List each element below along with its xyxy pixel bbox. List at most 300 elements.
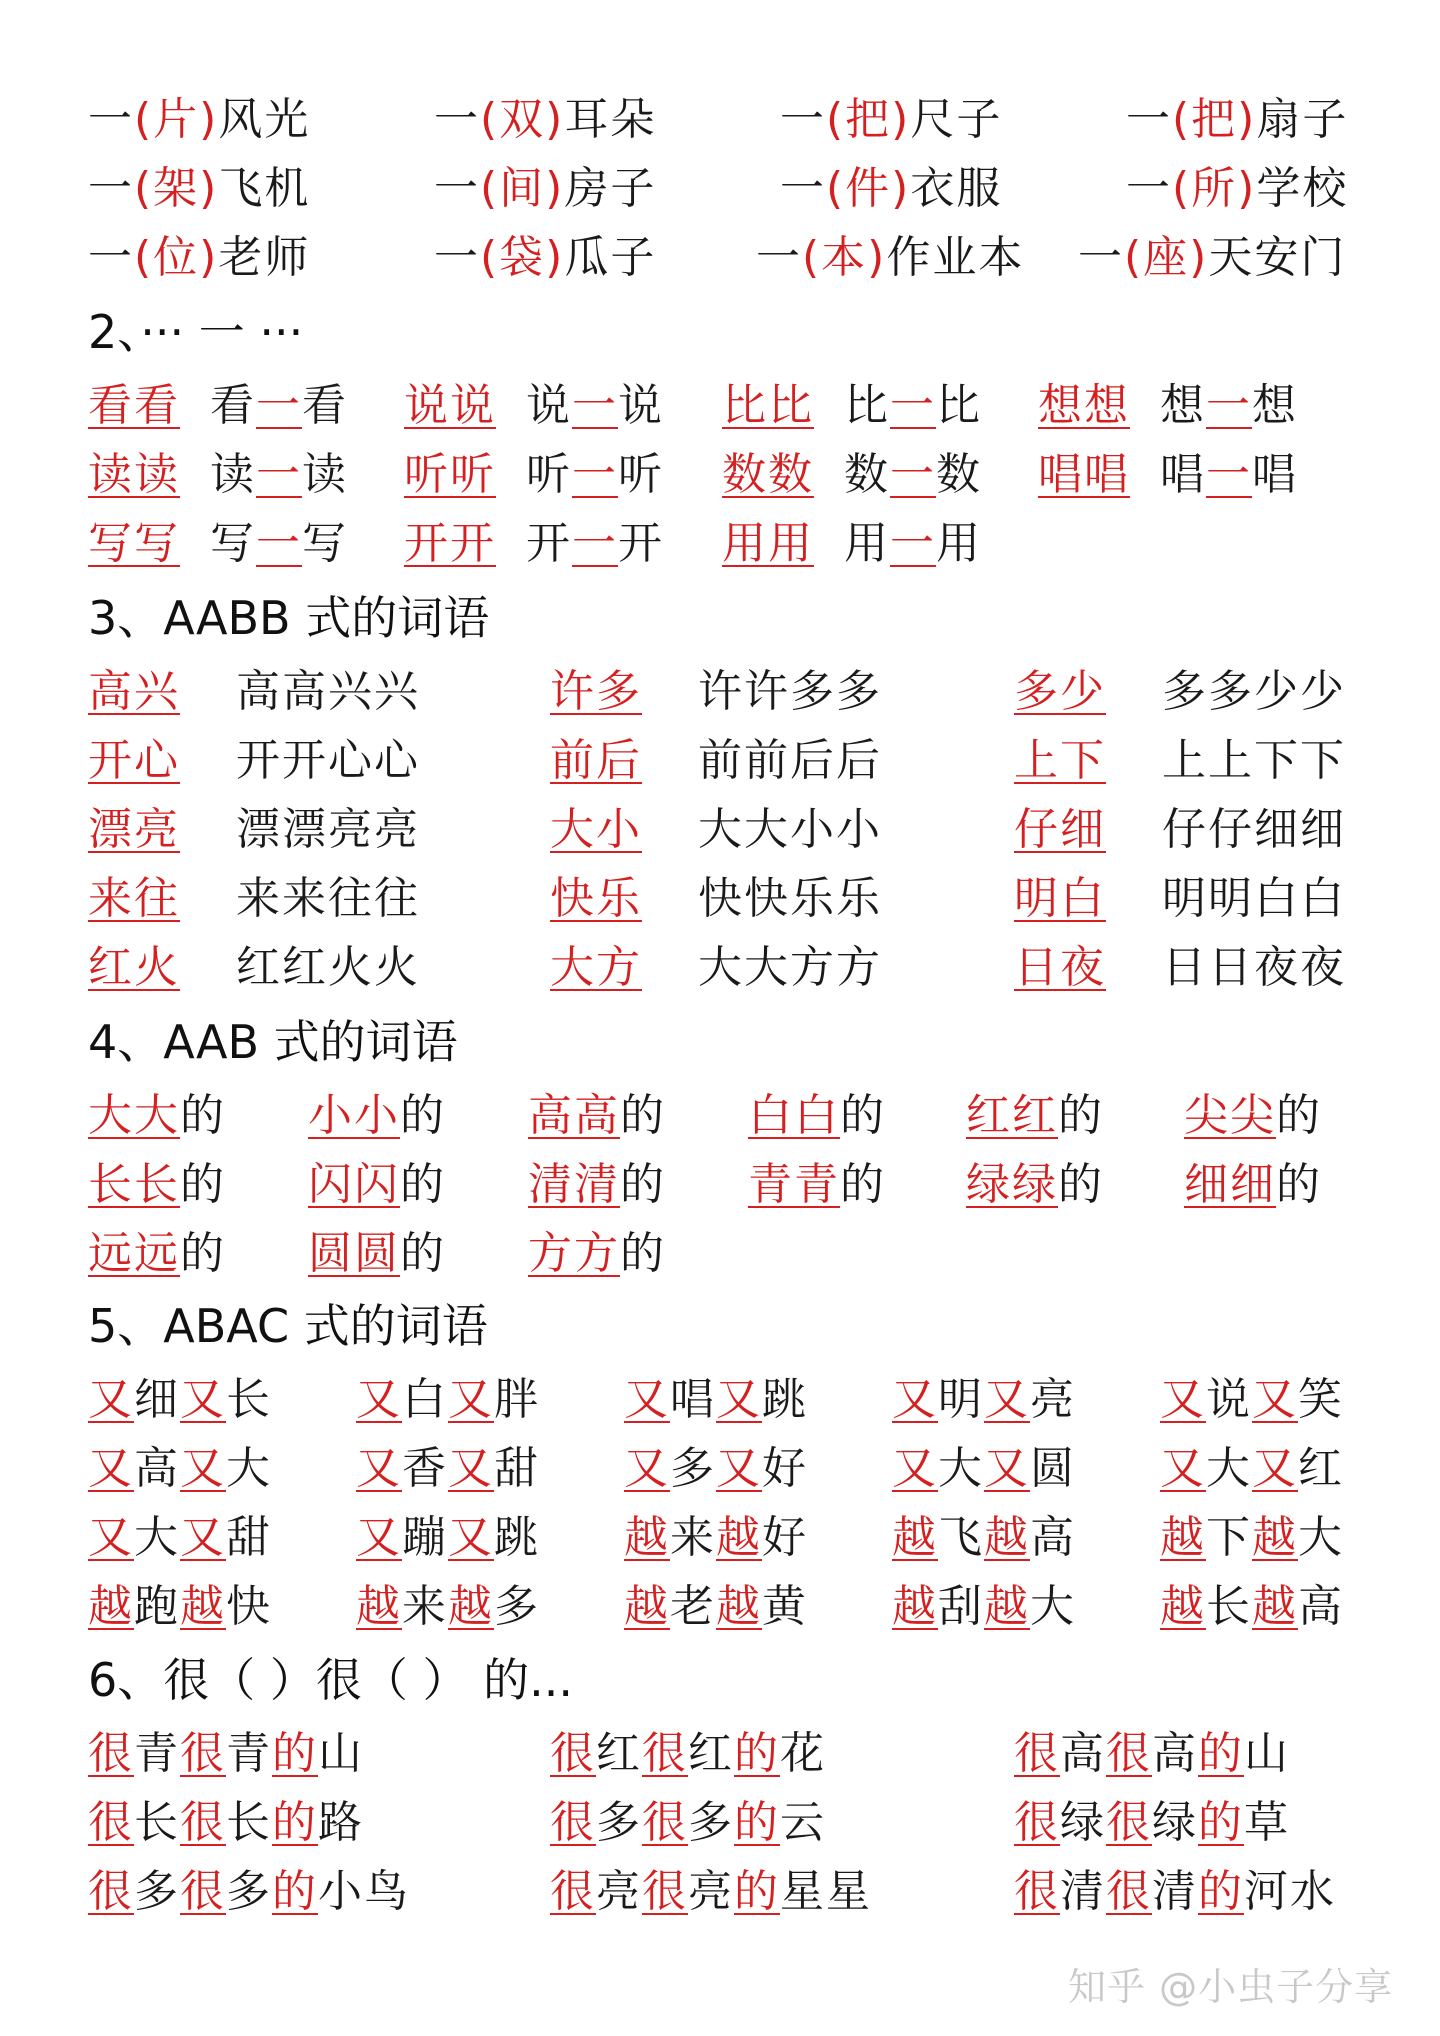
word-cell [356,1510,540,1566]
word-cell [1162,871,1346,927]
word-cell [88,447,180,503]
word-cell [88,733,180,789]
word-cell [236,733,420,789]
answer-text: 又 [180,1512,226,1563]
prompt-text: 数 [936,449,982,500]
answer-text: 听听 [404,449,496,500]
answer-text: (位) [134,232,219,283]
word-cell [550,802,642,858]
prompt-text: 说 [618,380,664,431]
phrase-cell [88,161,310,217]
answer-text: 越 [1160,1581,1206,1632]
prompt-text: 香 [402,1443,448,1494]
prompt-text: 草 [1244,1797,1290,1848]
answer-text: 快乐 [550,873,642,924]
prompt-text: 多 [688,1797,734,1848]
phrase-cell [88,1795,364,1851]
prompt-text: 学校 [1256,163,1349,214]
word-cell [210,378,348,434]
word-cell [526,378,664,434]
answer-text: 越 [448,1581,494,1632]
answer-text: 很 [550,1866,596,1917]
prompt-text: 大 [226,1443,272,1494]
prompt-text: 大 [938,1443,984,1494]
answer-text: 很 [1014,1728,1060,1779]
answer-text: 越 [624,1581,670,1632]
answer-text: 又 [624,1374,670,1425]
answer-text: 一 [890,380,936,431]
prompt-text: 甜 [494,1443,540,1494]
answer-text: 圆圆 [308,1228,400,1279]
answer-text: 很 [180,1866,226,1917]
word-cell [404,447,496,503]
prompt-text: 比 [936,380,982,431]
prompt-text: 来 [670,1512,716,1563]
prompt-text: 一 [434,163,480,214]
phrase-cell [1126,92,1348,148]
prompt-text: 圆 [1030,1443,1076,1494]
prompt-text: 用 [936,518,982,569]
prompt-text: 红 [688,1728,734,1779]
prompt-text: 风光 [218,94,311,145]
word-cell [88,1157,226,1213]
prompt-text: 想 [1252,380,1298,431]
word-cell [236,871,420,927]
word-cell [1162,940,1346,996]
word-cell [356,1579,540,1635]
prompt-text: 下 [1206,1512,1252,1563]
prompt-text: 的 [840,1159,886,1210]
answer-text: 明白 [1014,873,1106,924]
prompt-text: 长 [134,1797,180,1848]
phrase-cell [1014,1864,1336,1920]
prompt-text: 绿 [1060,1797,1106,1848]
prompt-text: 用 [844,518,890,569]
word-cell [528,1088,666,1144]
answer-text: 很 [550,1797,596,1848]
answer-text: 又 [1160,1374,1206,1425]
answer-text: (袋) [480,232,565,283]
prompt-text: 明明白白 [1162,873,1346,924]
answer-text: 又 [1252,1374,1298,1425]
answer-text: (架) [134,163,219,214]
prompt-text: 高 [1060,1728,1106,1779]
prompt-text: 尺子 [910,94,1003,145]
answer-text: 又 [356,1374,402,1425]
answer-text: 远远 [88,1228,180,1279]
answer-text: 细细 [1184,1159,1276,1210]
word-cell [748,1157,886,1213]
answer-text: 多少 [1014,666,1106,717]
prompt-text: 清 [1060,1866,1106,1917]
answer-text: 又 [1252,1443,1298,1494]
word-cell [88,802,180,858]
phrase-cell [550,1864,872,1920]
word-cell [698,802,882,858]
prompt-text: 多 [670,1443,716,1494]
answer-text: 很 [642,1797,688,1848]
prompt-text: 开 [526,518,572,569]
prompt-text: 青 [134,1728,180,1779]
answer-text: 又 [448,1443,494,1494]
prompt-text: 老师 [218,232,311,283]
word-cell [1162,802,1346,858]
prompt-text: 细 [134,1374,180,1425]
prompt-text: 青 [226,1728,272,1779]
answer-text: 很 [1014,1797,1060,1848]
answer-text: 一 [890,449,936,500]
phrase-cell [434,161,656,217]
word-cell [308,1157,446,1213]
prompt-text: 瓜子 [564,232,657,283]
watermark-text: 知乎 @小虫子分享 [1068,1965,1394,2009]
phrase-cell [1014,1795,1290,1851]
answer-text: 越 [1252,1581,1298,1632]
prompt-text: 红 [1298,1443,1344,1494]
prompt-text: 亮 [688,1866,734,1917]
answer-text: 数数 [722,449,814,500]
answer-text: 的 [272,1797,318,1848]
answer-text: 又 [448,1512,494,1563]
word-cell [528,1157,666,1213]
prompt-text: 天安门 [1208,232,1347,283]
prompt-text: 一 [88,163,134,214]
word-cell [1160,1372,1344,1428]
prompt-text: 大 [134,1512,180,1563]
prompt-text: 说 [526,380,572,431]
word-cell [1014,802,1106,858]
word-cell [526,516,664,572]
word-cell [550,871,642,927]
answer-text: 许多 [550,666,642,717]
answer-text: (座) [1124,232,1209,283]
answer-text: 又 [88,1512,134,1563]
word-cell [966,1157,1104,1213]
answer-text: (把) [1172,94,1257,145]
word-cell [1162,733,1346,789]
answer-text: 越 [716,1581,762,1632]
word-cell [236,940,420,996]
phrase-cell [550,1795,826,1851]
word-cell [698,871,882,927]
word-cell [210,516,348,572]
prompt-text: 红红火火 [236,942,420,993]
answer-text: 很 [1106,1866,1152,1917]
phrase-cell [780,92,1002,148]
word-cell [88,1510,272,1566]
prompt-text: 大 [1298,1512,1344,1563]
answer-text: 又 [892,1374,938,1425]
prompt-text: 胖 [494,1374,540,1425]
prompt-text: 山 [318,1728,364,1779]
answer-text: 用用 [722,518,814,569]
prompt-text: 高 [1030,1512,1076,1563]
prompt-text: 路 [318,1797,364,1848]
word-cell [88,664,180,720]
prompt-text: 亮 [596,1866,642,1917]
prompt-text: 多多少少 [1162,666,1346,717]
prompt-text: 的 [840,1090,886,1141]
prompt-text: 唱 [1160,449,1206,500]
prompt-text: 甜 [226,1512,272,1563]
word-cell [404,378,496,434]
prompt-text: 的 [620,1159,666,1210]
answer-text: 很 [1106,1797,1152,1848]
prompt-text: 跳 [762,1374,808,1425]
phrase-cell [88,230,310,286]
section-heading-3: 3、AABB 式的词语 [88,591,490,645]
phrase-cell [550,1726,826,1782]
answer-text: 一 [256,518,302,569]
word-cell [1014,664,1106,720]
prompt-text: 读 [210,449,256,500]
answer-text: (所) [1172,163,1257,214]
word-cell [1160,378,1298,434]
answer-text: 越 [892,1581,938,1632]
prompt-text: 大 [1206,1443,1252,1494]
answer-text: 小小 [308,1090,400,1141]
prompt-text: 大 [1030,1581,1076,1632]
answer-text: 越 [984,1581,1030,1632]
phrase-cell [88,1864,410,1920]
word-cell [550,940,642,996]
word-cell [698,733,882,789]
prompt-text: 红 [596,1728,642,1779]
answer-text: 清清 [528,1159,620,1210]
word-cell [88,1226,226,1282]
word-cell [1160,447,1298,503]
word-cell [624,1372,808,1428]
prompt-text: 明 [938,1374,984,1425]
answer-text: 的 [1198,1728,1244,1779]
word-cell [1014,871,1106,927]
prompt-text: 一 [434,94,480,145]
answer-text: 比比 [722,380,814,431]
phrase-cell [434,92,656,148]
phrase-cell [88,92,310,148]
prompt-text: 大大方方 [698,942,882,993]
answer-text: 又 [984,1443,1030,1494]
answer-text: (间) [480,163,565,214]
prompt-text: 河水 [1244,1866,1336,1917]
prompt-text: 许许多多 [698,666,882,717]
answer-text: 红火 [88,942,180,993]
prompt-text: 的 [1058,1159,1104,1210]
prompt-text: 的 [1058,1090,1104,1141]
prompt-text: 比 [844,380,890,431]
prompt-text: 高 [1298,1581,1344,1632]
answer-text: 很 [88,1866,134,1917]
phrase-cell [780,161,1002,217]
prompt-text: 一 [88,232,134,283]
answer-text: 红红 [966,1090,1058,1141]
prompt-text: 的 [1276,1159,1322,1210]
answer-text: 读读 [88,449,180,500]
answer-text: 一 [1206,449,1252,500]
prompt-text: 飞 [938,1512,984,1563]
word-cell [1160,1579,1344,1635]
word-cell [698,940,882,996]
word-cell [404,516,496,572]
answer-text: 又 [624,1443,670,1494]
phrase-cell [1014,1726,1290,1782]
answer-text: 上下 [1014,735,1106,786]
prompt-text: 开 [618,518,664,569]
answer-text: 一 [572,518,618,569]
phrase-cell [88,1726,364,1782]
answer-text: 又 [356,1512,402,1563]
answer-text: 很 [1014,1866,1060,1917]
answer-text: 又 [892,1443,938,1494]
answer-text: 方方 [528,1228,620,1279]
prompt-text: 的 [620,1090,666,1141]
answer-text: 开开 [404,518,496,569]
prompt-text: 的 [180,1159,226,1210]
answer-text: 的 [272,1728,318,1779]
answer-text: 青青 [748,1159,840,1210]
section-heading-4: 4、AAB 式的词语 [88,1015,458,1069]
prompt-text: 一 [434,232,480,283]
answer-text: 的 [734,1797,780,1848]
prompt-text: 写 [302,518,348,569]
prompt-text: 读 [302,449,348,500]
word-cell [88,1441,272,1497]
prompt-text: 老 [670,1581,716,1632]
answer-text: 唱唱 [1038,449,1130,500]
word-cell [88,1088,226,1144]
prompt-text: 看 [210,380,256,431]
prompt-text: 多 [494,1581,540,1632]
word-cell [88,378,180,434]
word-cell [1160,1510,1344,1566]
prompt-text: 耳朵 [564,94,657,145]
prompt-text: 飞机 [218,163,311,214]
prompt-text: 衣服 [910,163,1003,214]
word-cell [1038,378,1130,434]
answer-text: (本) [802,232,887,283]
answer-text: 很 [180,1797,226,1848]
prompt-text: 一 [1126,163,1172,214]
prompt-text: 想 [1160,380,1206,431]
prompt-text: 扇子 [1256,94,1349,145]
answer-text: 一 [572,449,618,500]
prompt-text: 快快乐乐 [698,873,882,924]
prompt-text: 好 [762,1443,808,1494]
answer-text: 白白 [748,1090,840,1141]
prompt-text: 唱 [670,1374,716,1425]
word-cell [1184,1088,1322,1144]
prompt-text: 一 [756,232,802,283]
word-cell [624,1441,808,1497]
word-cell [236,802,420,858]
prompt-text: 山 [1244,1728,1290,1779]
word-cell [308,1088,446,1144]
prompt-text: 刮 [938,1581,984,1632]
word-cell [844,447,982,503]
word-cell [892,1441,1076,1497]
answer-text: 长长 [88,1159,180,1210]
word-cell [1184,1157,1322,1213]
answer-text: 日夜 [1014,942,1106,993]
answer-text: 来往 [88,873,180,924]
answer-text: 很 [180,1728,226,1779]
answer-text: 大小 [550,804,642,855]
answer-text: 又 [180,1443,226,1494]
answer-text: (双) [480,94,565,145]
word-cell [308,1226,446,1282]
word-cell [550,664,642,720]
answer-text: 的 [1198,1866,1244,1917]
answer-text: 又 [88,1443,134,1494]
prompt-text: 作业本 [886,232,1025,283]
word-cell [1014,940,1106,996]
prompt-text: 的 [180,1090,226,1141]
answer-text: 又 [180,1374,226,1425]
answer-text: 很 [642,1866,688,1917]
word-cell [528,1226,666,1282]
prompt-text: 的 [400,1228,446,1279]
answer-text: 越 [180,1581,226,1632]
word-cell [550,733,642,789]
prompt-text: 房子 [564,163,657,214]
prompt-text: 数 [844,449,890,500]
answer-text: 很 [88,1797,134,1848]
prompt-text: 的 [400,1090,446,1141]
answer-text: 一 [890,518,936,569]
answer-text: 的 [272,1866,318,1917]
prompt-text: 来 [402,1581,448,1632]
prompt-text: 小鸟 [318,1866,410,1917]
answer-text: 一 [1206,380,1252,431]
prompt-text: 长 [226,1797,272,1848]
answer-text: 又 [984,1374,1030,1425]
prompt-text: 笑 [1298,1374,1344,1425]
prompt-text: 白 [402,1374,448,1425]
answer-text: 仔细 [1014,804,1106,855]
answer-text: 越 [892,1512,938,1563]
word-cell [892,1579,1076,1635]
word-cell [1162,664,1346,720]
word-cell [624,1579,808,1635]
word-cell [966,1088,1104,1144]
prompt-text: 多 [596,1797,642,1848]
answer-text: 越 [88,1581,134,1632]
prompt-text: 蹦 [402,1512,448,1563]
word-cell [722,516,814,572]
answer-text: 越 [984,1512,1030,1563]
prompt-text: 说 [1206,1374,1252,1425]
prompt-text: 大大小小 [698,804,882,855]
answer-text: 很 [1106,1728,1152,1779]
answer-text: 越 [1160,1512,1206,1563]
answer-text: 开心 [88,735,180,786]
word-cell [892,1510,1076,1566]
word-cell [356,1372,540,1428]
prompt-text: 云 [780,1797,826,1848]
prompt-text: 的 [1276,1090,1322,1141]
phrase-cell [1078,230,1346,286]
prompt-text: 的 [180,1228,226,1279]
answer-text: 又 [716,1374,762,1425]
phrase-cell [434,230,656,286]
prompt-text: 跳 [494,1512,540,1563]
prompt-text: 看 [302,380,348,431]
prompt-text: 清 [1152,1866,1198,1917]
word-cell [722,378,814,434]
answer-text: 大方 [550,942,642,993]
prompt-text: 一 [1078,232,1124,283]
prompt-text: 高 [134,1443,180,1494]
